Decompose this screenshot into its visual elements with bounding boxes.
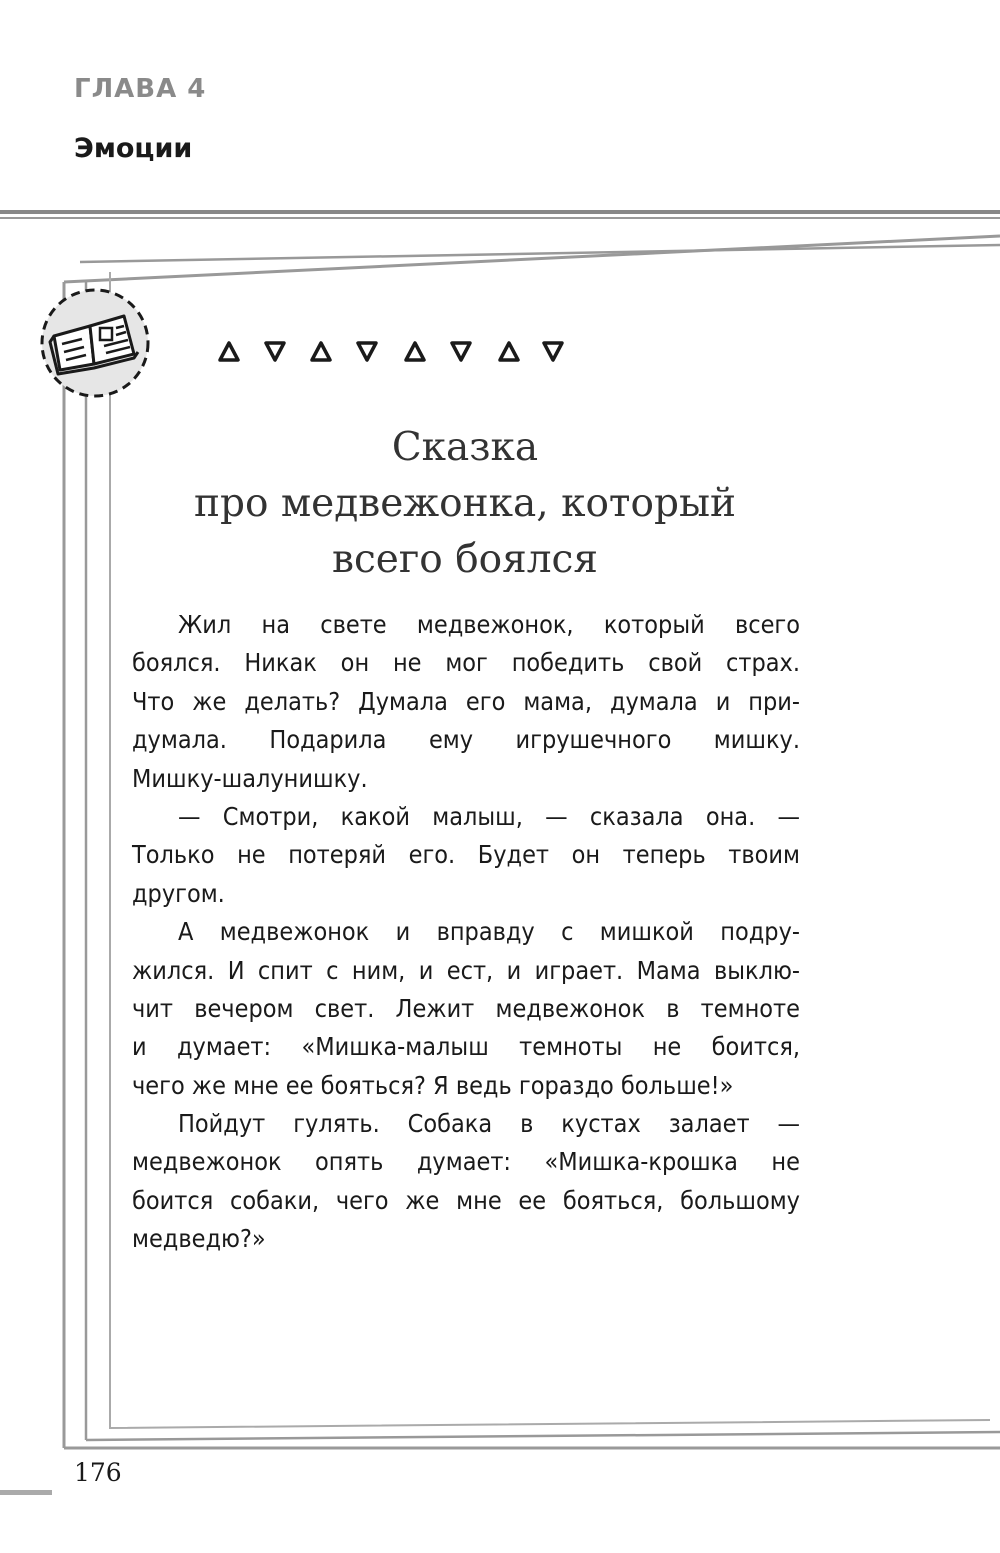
- story-line: Жил на свете медвежонок, который всего: [178, 610, 800, 639]
- story-line: другом.: [132, 878, 225, 908]
- footer-divider: [0, 1490, 52, 1495]
- story-title-line: про медвежонка, который: [194, 481, 736, 526]
- story-line: жился. И спит с ним, и ест, и играет. Мама выклю-: [132, 955, 800, 985]
- open-book-icon: [38, 286, 152, 400]
- section-title: Эмоции: [74, 133, 193, 164]
- story-body: [132, 606, 800, 1259]
- story-line: — Смотри, какой малыш, — сказала она. —: [178, 801, 800, 831]
- story-line: думала. Подарила ему игрушечного мишку.: [132, 725, 800, 755]
- story-line: чего же мне ее бояться? Я ведь гораздо больше!»: [132, 1070, 734, 1100]
- story-line: Мишку-шалунишку.: [132, 763, 368, 793]
- triangle-row-icon: [216, 338, 566, 364]
- story-line: медвежонок опять думает: «Мишка-крошка не: [132, 1147, 800, 1177]
- story-line: А медвежонок и вправду с мишкой подру-: [178, 917, 800, 947]
- story-title-line: Сказка: [391, 425, 539, 470]
- story-title-line: всего боялся: [332, 537, 598, 582]
- story-line: медведю?»: [132, 1224, 266, 1254]
- story-line: Что же делать? Думала его мама, думала и при-: [132, 686, 800, 716]
- story-title: [130, 420, 800, 588]
- page-number: 176: [74, 1458, 122, 1487]
- story-line: боялся. Никак он не мог победить свой страх.: [132, 648, 800, 678]
- story-line: боится собаки, чего же мне ее бояться, большому: [132, 1185, 800, 1215]
- chapter-label: ГЛАВА 4: [74, 74, 207, 104]
- story-line: Только не потеряй его. Будет он теперь твоим: [132, 840, 800, 870]
- story-line: и думает: «Мишка-малыш темноты не боится,: [132, 1032, 800, 1062]
- story-line: чит вечером свет. Лежит медвежонок в темноте: [132, 993, 800, 1023]
- story-line: Пойдут гулять. Собака в кустах залает —: [178, 1109, 800, 1139]
